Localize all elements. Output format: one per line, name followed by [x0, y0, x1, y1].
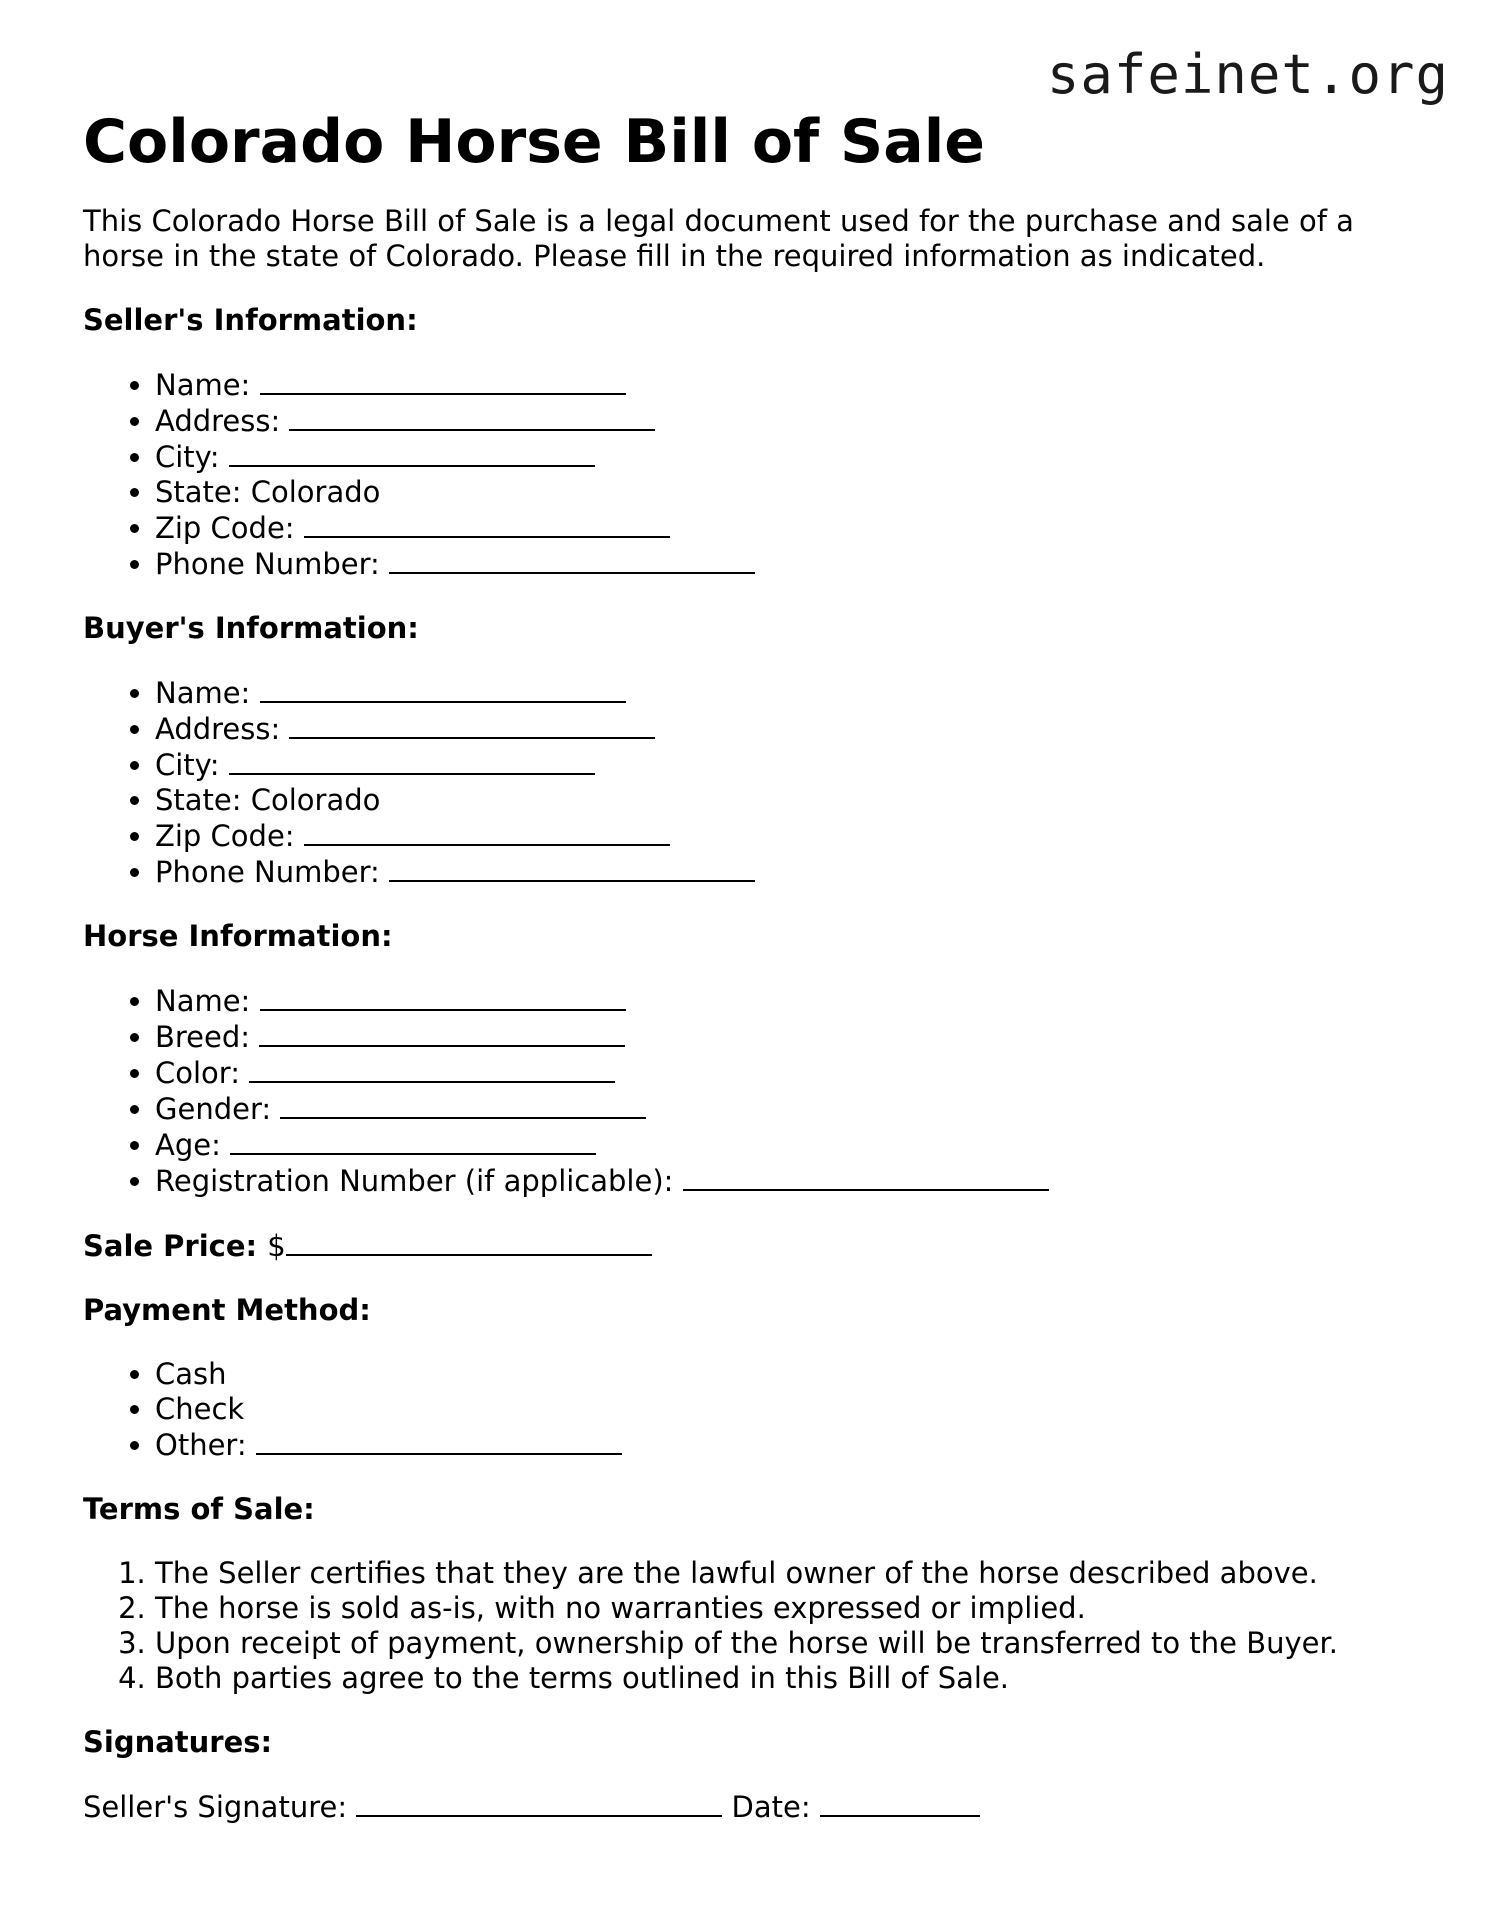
sale-price-currency: $ — [267, 1229, 286, 1263]
terms-heading: Terms of Sale: — [83, 1492, 315, 1526]
seller-city-label: City: — [155, 440, 220, 474]
payment-other-item — [155, 1427, 1413, 1463]
seller-signature-line — [83, 1789, 1413, 1825]
horse-gender-label: Gender: — [155, 1092, 272, 1126]
horse-registration-label: Registration Number (if applicable): — [155, 1164, 674, 1198]
watermark: safeinet.org — [1046, 43, 1449, 106]
horse-breed-label: Breed: — [155, 1020, 251, 1054]
horse-gender-blank[interactable] — [280, 1091, 646, 1119]
horse-age-blank[interactable] — [230, 1127, 596, 1155]
seller-zip-blank[interactable] — [304, 510, 670, 538]
terms-list — [83, 1556, 1413, 1696]
seller-name-label: Name: — [155, 368, 251, 402]
horse-age-label: Age: — [155, 1128, 221, 1162]
sale-price-label: Sale Price: — [83, 1229, 258, 1263]
terms-item-4: 4. Both parties agree to the terms outlined in this Bill of Sale. — [155, 1661, 1413, 1696]
seller-field-list — [83, 367, 1413, 582]
signature-date-label: Date: — [731, 1790, 811, 1824]
seller-address-item — [155, 403, 1413, 439]
seller-address-blank[interactable] — [289, 403, 655, 431]
terms-item-1: 1. The Seller certifies that they are the lawful owner of the horse described above. — [155, 1556, 1413, 1591]
seller-signature-label: Seller's Signature: — [83, 1790, 348, 1824]
seller-signature-blank[interactable] — [356, 1789, 722, 1817]
horse-gender-item — [155, 1091, 1413, 1127]
payment-check-item: • Check — [155, 1392, 1413, 1427]
horse-color-label: Color: — [155, 1056, 240, 1090]
buyer-address-item — [155, 711, 1413, 747]
signature-date-blank[interactable] — [820, 1789, 980, 1817]
seller-city-item — [155, 439, 1413, 475]
buyer-heading: Buyer's Information: — [83, 611, 419, 645]
horse-registration-item — [155, 1163, 1413, 1199]
payment-cash-item: • Cash — [155, 1357, 1413, 1392]
buyer-phone-item — [155, 854, 1413, 890]
horse-field-list — [83, 983, 1413, 1199]
buyer-name-item — [155, 675, 1413, 711]
buyer-phone-blank[interactable] — [389, 854, 755, 882]
buyer-city-blank[interactable] — [229, 747, 595, 775]
buyer-zip-item — [155, 818, 1413, 854]
sale-price-line — [83, 1228, 1413, 1264]
buyer-zip-blank[interactable] — [304, 818, 670, 846]
seller-city-blank[interactable] — [229, 439, 595, 467]
horse-name-item — [155, 983, 1413, 1019]
horse-age-item — [155, 1127, 1413, 1163]
buyer-city-label: City: — [155, 748, 220, 782]
seller-zip-label: Zip Code: — [155, 511, 295, 545]
buyer-state-label: State: Colorado — [155, 783, 381, 817]
buyer-name-blank[interactable] — [260, 675, 626, 703]
buyer-field-list — [83, 675, 1413, 890]
seller-address-label: Address: — [155, 404, 281, 438]
buyer-address-label: Address: — [155, 712, 281, 746]
horse-breed-item — [155, 1019, 1413, 1055]
sale-price-blank[interactable] — [286, 1228, 652, 1256]
buyer-zip-label: Zip Code: — [155, 819, 295, 853]
horse-color-blank[interactable] — [249, 1055, 615, 1083]
buyer-state-item — [155, 783, 1413, 818]
horse-name-blank[interactable] — [260, 983, 626, 1011]
payment-other-blank[interactable] — [256, 1427, 622, 1455]
seller-heading: Seller's Information: — [83, 303, 418, 337]
horse-breed-blank[interactable] — [259, 1019, 625, 1047]
terms-item-2: 2. The horse is sold as-is, with no warranties expressed or implied. — [155, 1591, 1413, 1626]
seller-phone-blank[interactable] — [389, 546, 755, 574]
terms-item-3: 3. Upon receipt of payment, ownership of the horse will be transferred to the Buyer. — [155, 1626, 1413, 1661]
seller-state-item — [155, 475, 1413, 510]
payment-heading: Payment Method: — [83, 1293, 371, 1327]
seller-phone-label: Phone Number: — [155, 547, 380, 581]
seller-zip-item — [155, 510, 1413, 546]
document-page — [83, 104, 1413, 1825]
intro-paragraph: This Colorado Horse Bill of Sale is a legal document used for the purchase and sale of a horse in the state of Colorado. Please fill in the required information as indicated. — [83, 204, 1354, 273]
payment-other-label: Other: — [155, 1428, 247, 1462]
signatures-heading: Signatures: — [83, 1725, 273, 1759]
horse-color-item — [155, 1055, 1413, 1091]
seller-phone-item — [155, 546, 1413, 582]
horse-heading: Horse Information: — [83, 919, 393, 953]
buyer-phone-label: Phone Number: — [155, 855, 380, 889]
buyer-name-label: Name: — [155, 676, 251, 710]
horse-registration-blank[interactable] — [683, 1163, 1049, 1191]
seller-state-label: State: Colorado — [155, 475, 381, 509]
horse-name-label: Name: — [155, 984, 251, 1018]
seller-name-item — [155, 367, 1413, 403]
payment-option-list — [83, 1357, 1413, 1463]
page-title: Colorado Horse Bill of Sale — [83, 107, 985, 177]
seller-name-blank[interactable] — [260, 367, 626, 395]
buyer-address-blank[interactable] — [289, 711, 655, 739]
buyer-city-item — [155, 747, 1413, 783]
